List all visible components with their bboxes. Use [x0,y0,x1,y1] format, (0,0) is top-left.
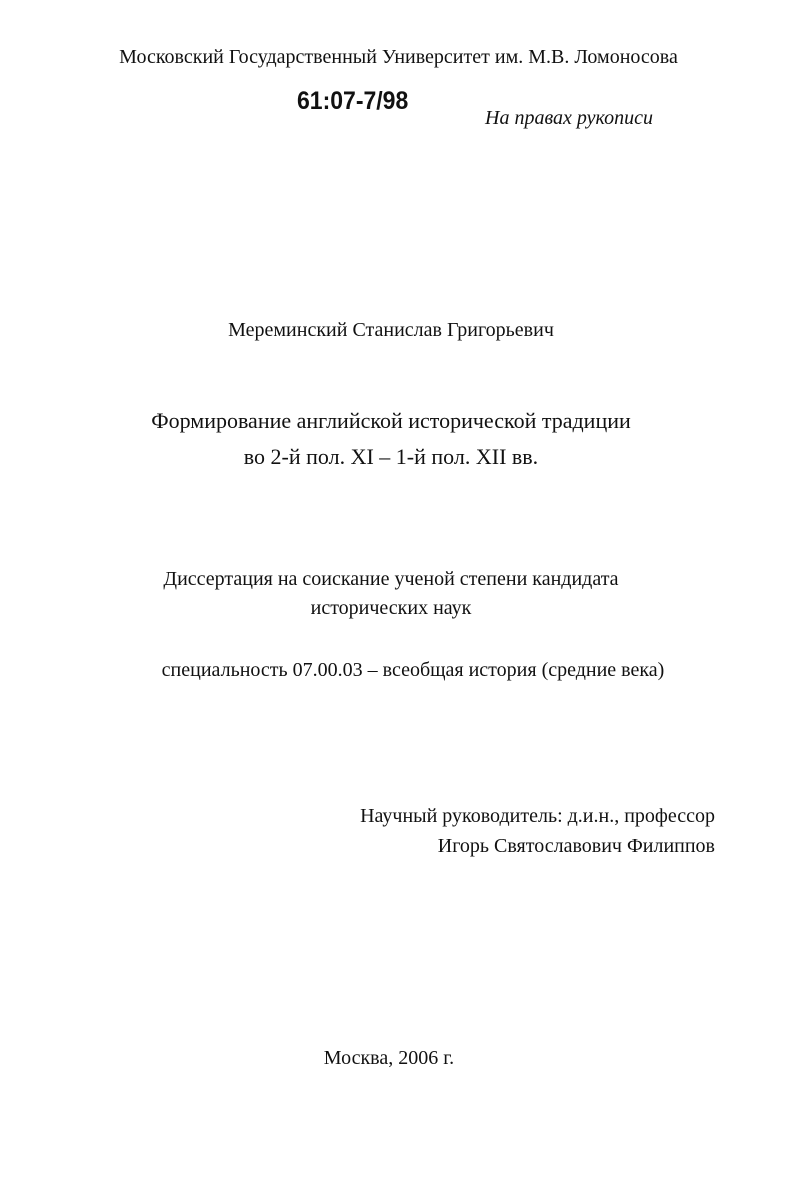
supervisor-name: Игорь Святославович Филиппов [437,835,715,857]
rights-note: На правах рукописи [485,107,653,129]
degree-statement-line-2: исторических наук [310,597,472,619]
university-name: Московский Государственный Университет им. М.В. Ломоносова [119,46,678,68]
specialty-line: специальность 07.00.03 – всеобщая история (средние века) [161,659,665,681]
archive-stamp-code: 61:07-7/98 [297,87,409,115]
degree-statement-line-1: Диссертация на соискание ученой степени кандидата [163,568,619,590]
supervisor-title: Научный руководитель: д.и.н., профессор [360,805,715,827]
dissertation-title-line-2: во 2-й пол. XI – 1-й пол. XII вв. [243,444,539,469]
author-name: Мереминский Станислав Григорьевич [228,319,554,341]
dissertation-title-line-1: Формирование английской исторической традиции [151,408,631,433]
place-and-year: Москва, 2006 г. [323,1047,455,1069]
